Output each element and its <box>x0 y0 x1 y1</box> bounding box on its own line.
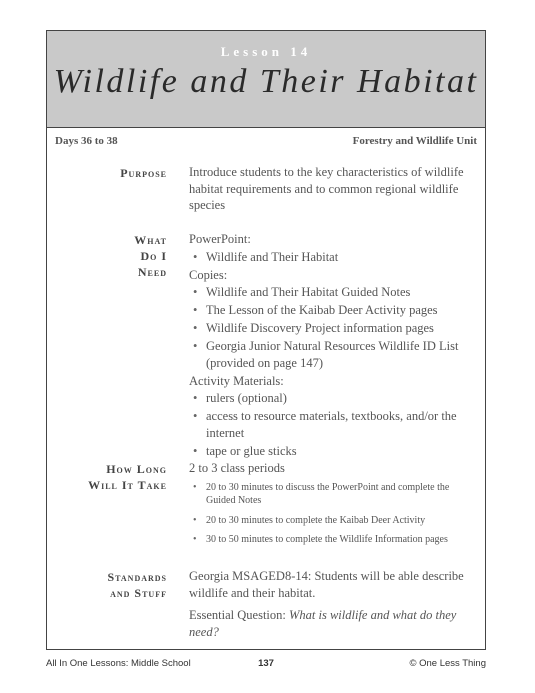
page-footer <box>46 658 486 669</box>
list-item: • Wildlife and Their Habitat <box>206 249 481 266</box>
materials-list <box>189 390 481 459</box>
lesson-number: Lesson 14 <box>220 44 312 59</box>
page-number: 137 <box>258 658 274 669</box>
list-item: • 20 to 30 minutes to discuss the PowerPoint and complete the Guided Notes <box>206 481 481 508</box>
list-item: • Georgia Junior Natural Resources Wildlife ID List (provided on page 147) <box>206 338 481 371</box>
lesson-title: Wildlife and Their Habitat <box>53 63 479 100</box>
days-range: Days 36 to 38 <box>55 135 118 147</box>
standards-label <box>47 569 167 601</box>
unit-name: Forestry and Wildlife Unit <box>352 135 477 147</box>
standards-label-line: and Stuff <box>110 586 167 600</box>
powerpoint-heading: PowerPoint: <box>189 232 251 246</box>
standards-text: Georgia MSAGED8-14: Students will be able describe wildlife and their habitat. <box>189 569 464 600</box>
essential-question-prefix: Essential Question: <box>189 608 289 622</box>
lesson-frame <box>46 30 486 650</box>
standards-label-line: Standards <box>107 570 167 584</box>
need-label <box>47 232 167 280</box>
copies-heading: Copies: <box>189 267 228 282</box>
list-item: • The Lesson of the Kaibab Deer Activity pages <box>206 302 481 319</box>
howlong-label-line: Will It Take <box>88 478 167 492</box>
need-label-line: What <box>134 233 167 247</box>
essential-question <box>189 607 481 640</box>
list-item: • 20 to 30 minutes to complete the Kaibab Deer Activity <box>206 514 481 528</box>
howlong-body <box>189 460 481 553</box>
howlong-list <box>189 481 481 547</box>
powerpoint-list <box>189 249 481 266</box>
lesson-header <box>47 31 485 128</box>
list-item: • access to resource materials, textbooks, and/or the internet <box>206 408 481 441</box>
list-item: • Wildlife Discovery Project information pages <box>206 320 481 337</box>
lesson-subhead <box>55 135 477 147</box>
purpose-body <box>189 164 481 214</box>
standards-body <box>189 568 481 640</box>
list-item: • Wildlife and Their Habitat Guided Notes <box>206 284 481 301</box>
footer-copyright: © One Less Thing <box>409 658 486 669</box>
need-body <box>189 231 481 461</box>
howlong-label <box>47 461 167 493</box>
list-item: • tape or glue sticks <box>206 443 481 460</box>
copies-list <box>189 284 481 371</box>
need-label-line: Do I <box>140 249 167 263</box>
purpose-label <box>47 165 167 181</box>
footer-book-title: All In One Lessons: Middle School <box>46 658 191 669</box>
purpose-label-text: Purpose <box>120 166 167 180</box>
list-item: • 30 to 50 minutes to complete the Wildlife Information pages <box>206 533 481 547</box>
list-item: • rulers (optional) <box>206 390 481 407</box>
purpose-text: Introduce students to the key characteristics of wildlife habitat requirements and to common regional wildlife species <box>189 165 464 212</box>
howlong-label-line: How Long <box>106 462 167 476</box>
essential-question-text: What is wildlife and what do they need? <box>189 608 457 639</box>
howlong-summary: 2 to 3 class periods <box>189 461 285 475</box>
materials-heading: Activity Materials: <box>189 373 284 388</box>
need-label-line: Need <box>137 265 167 279</box>
